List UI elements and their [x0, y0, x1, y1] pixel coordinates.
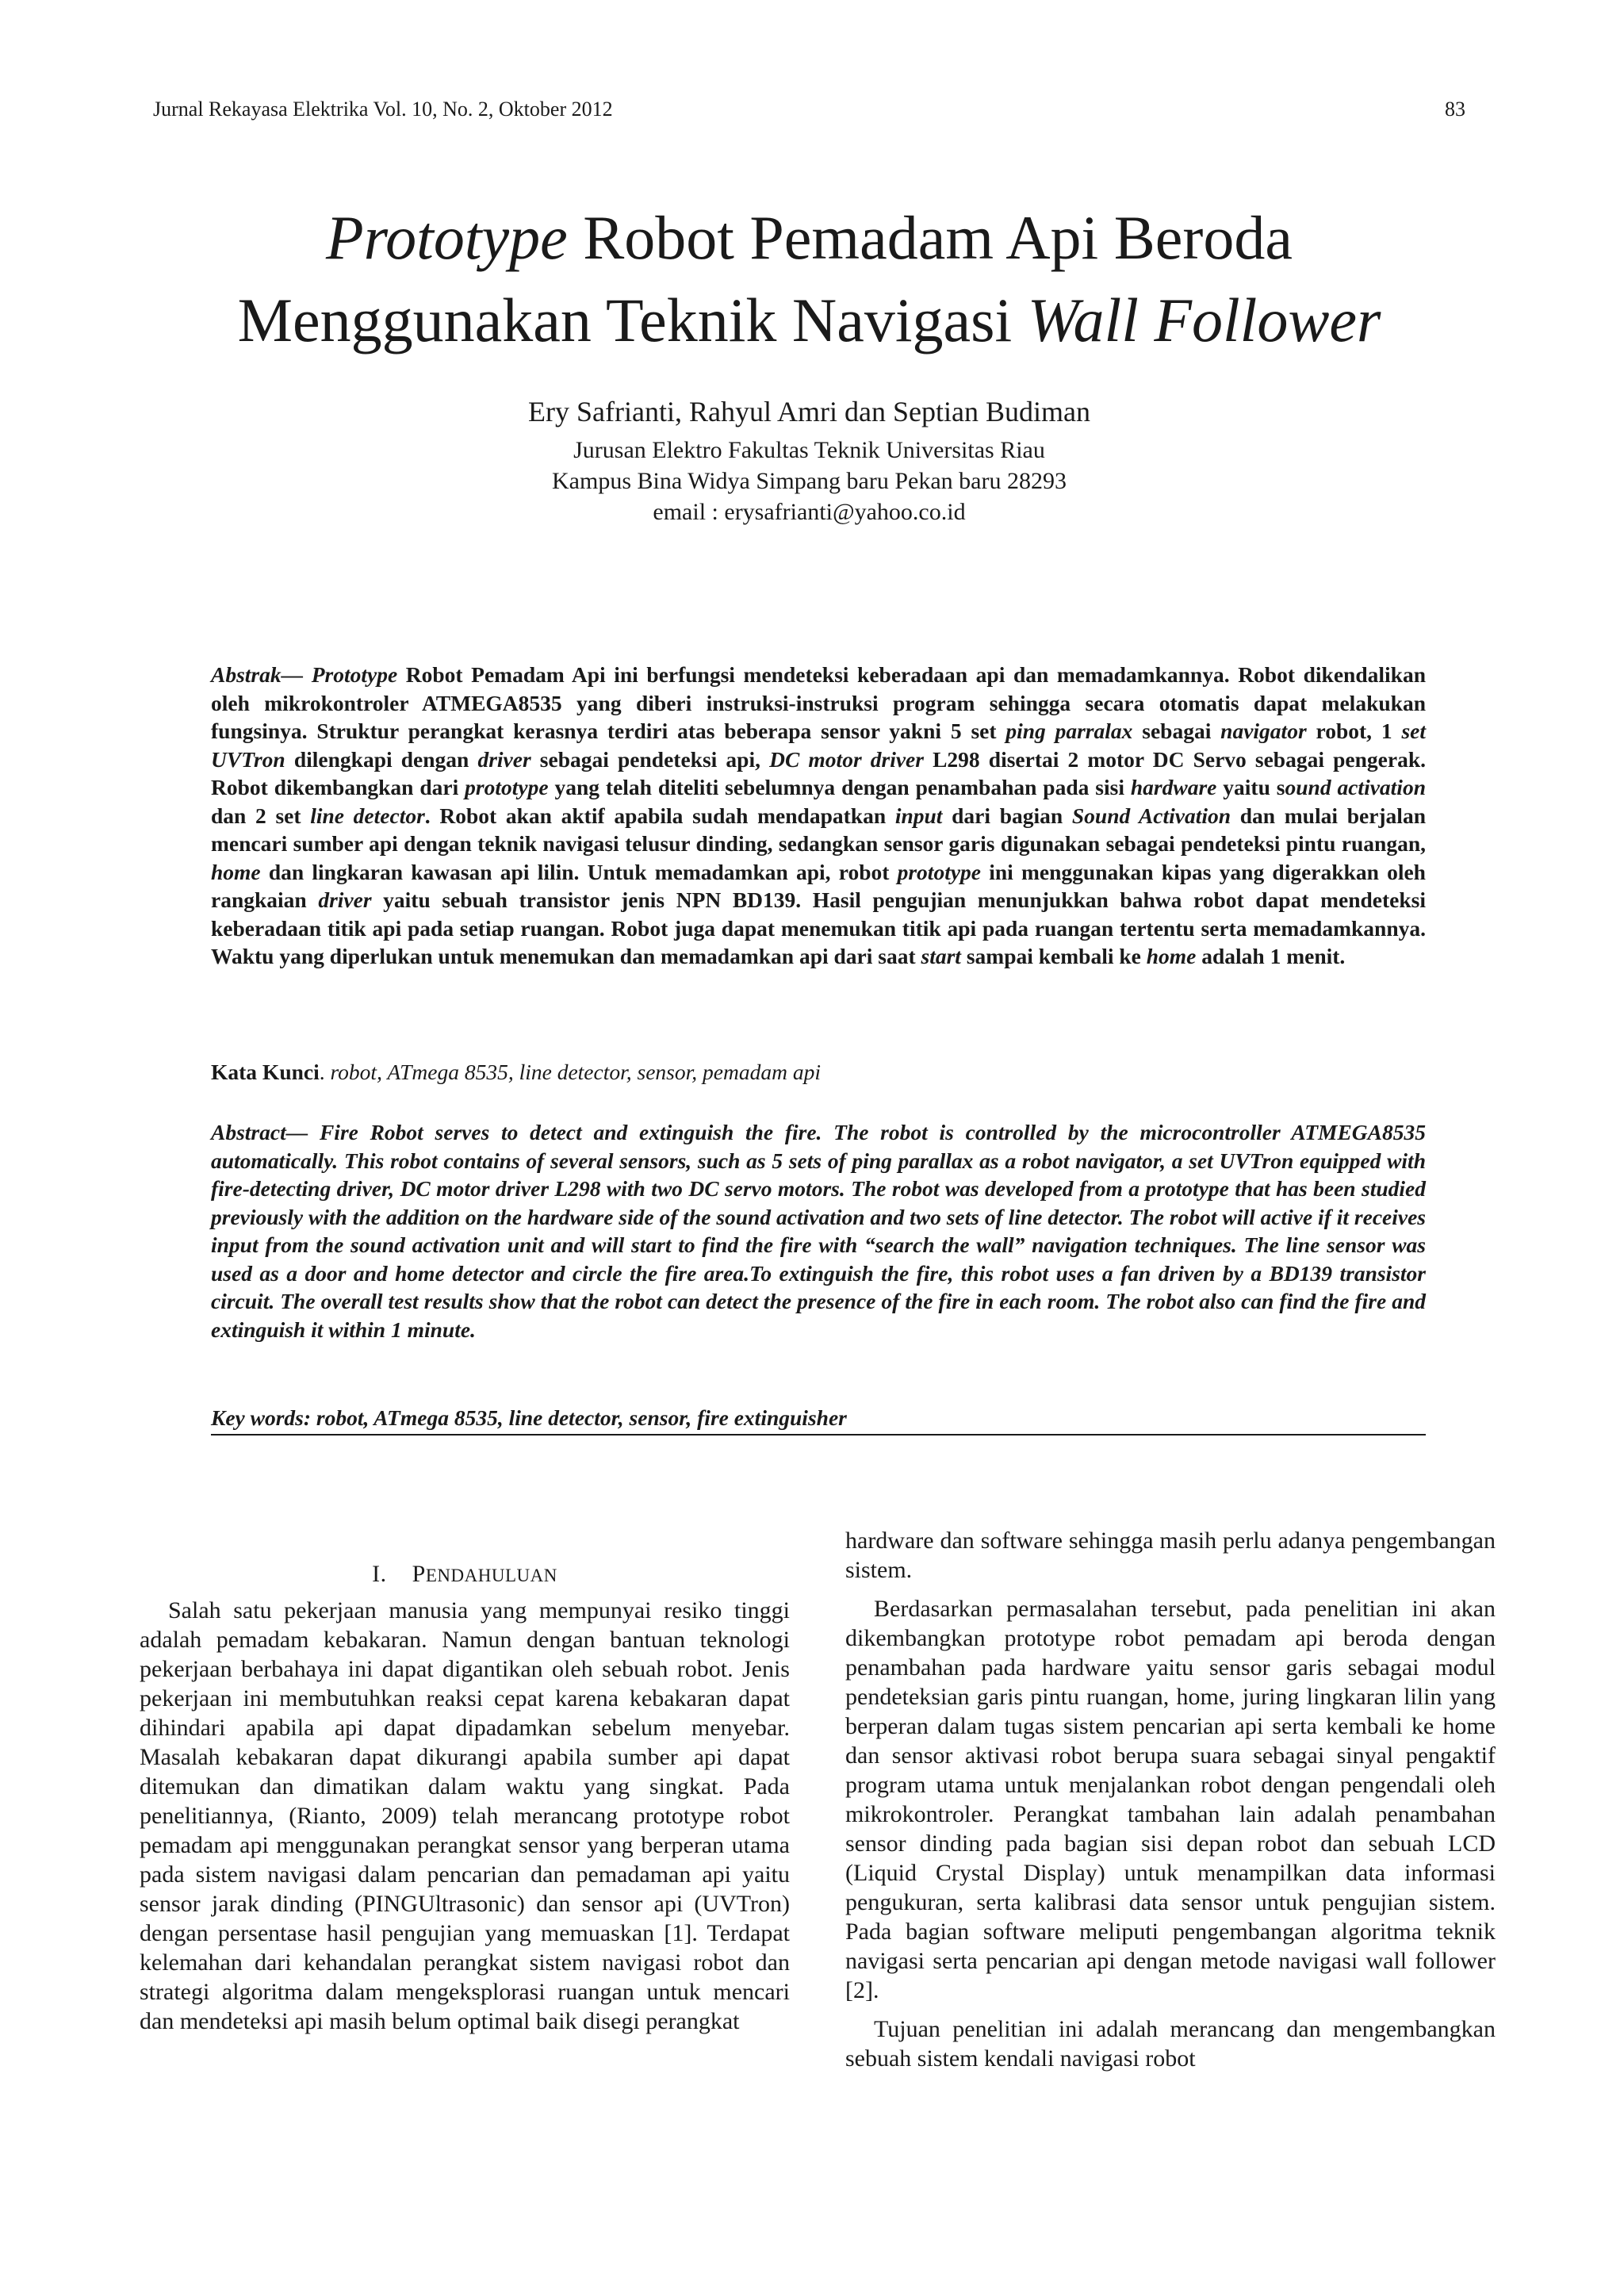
section-title-initial: P — [412, 1561, 426, 1587]
text-run: Prototype — [326, 203, 568, 272]
text-run: Kata Kunci — [211, 1060, 320, 1084]
text-run: home — [211, 859, 261, 884]
text-run: set UVTron — [211, 719, 1427, 772]
text-run: sebagai — [1132, 719, 1221, 743]
page-number: 83 — [1445, 98, 1465, 121]
text-run: dilengkapi dengan — [285, 746, 478, 772]
text-run: yang telah diteliti sebelumnya dengan penambahan pada sisi — [548, 775, 1131, 799]
text-run: Wall Follower — [1027, 286, 1381, 355]
text-run: line detector — [310, 803, 425, 828]
text-run: driver — [318, 887, 372, 912]
text-run: Abstrak— Prototype — [211, 662, 398, 687]
abstract-english — [211, 1118, 1426, 1343]
text-run: prototype — [465, 775, 549, 799]
text-run: ping parralax — [1005, 719, 1133, 743]
authors: Ery Safrianti, Rahyul Amri dan Septian Budiman — [528, 396, 1090, 427]
abstract-indonesian-text — [211, 661, 1426, 971]
text-run: robot, ATmega 8535, line detector, sensor, pemadam api — [330, 1060, 821, 1084]
text-run: . — [319, 1060, 331, 1084]
text-run: dari bagian — [942, 803, 1072, 828]
left-column — [140, 1559, 790, 2045]
journal-name: Jurnal Rekayasa Elektrika Vol. 10, No. 2, Oktober 2012 — [153, 98, 613, 121]
text-run: home — [1146, 944, 1197, 968]
text-run: sebagai pendeteksi api, — [530, 746, 770, 772]
intro-paragraph-continued: hardware dan software sehingga masih perlu adanya pengembangan sistem. — [845, 1527, 1496, 1583]
text-run: Robot Pemadam Api Beroda — [567, 203, 1293, 272]
text-run: ound activation — [1285, 775, 1426, 799]
right-column — [845, 1526, 1496, 2083]
text-run: yaitu sebuah transistor jenis NPN BD139. Hasil pengujian menunjukkan bahwa robot dapat mendeteksi keberadaan titik api pada setiap ruangan. Robot juga dapat menemukan titik api pada ruangan tertentu serta memadamkannya. Waktu yang diperlukan untuk menemukan dan memadamkan api dari saat — [211, 887, 1426, 968]
text-run: DC motor driver — [769, 746, 924, 772]
affiliation-dept: Jurusan Elektro Fakultas Teknik Universitas Riau — [573, 437, 1045, 463]
text-run: driver — [477, 746, 531, 772]
keywords-indonesian — [211, 1058, 1426, 1087]
title-line-1 — [153, 197, 1465, 279]
running-header — [153, 95, 1465, 124]
text-run: . Robot akan aktif apabila sudah mendapatkan — [424, 803, 895, 828]
text-run: L298 disertai 2 motor DC Servo sebagai pengerak. Robot dikembangkan dari — [211, 746, 1426, 799]
text-run: sampai kembali ke — [960, 944, 1147, 968]
text-run: adalah 1 menit. — [1196, 944, 1346, 968]
text-run: robot, 1 — [1306, 719, 1402, 743]
intro-paragraph-2: Berdasarkan permasalahan tersebut, pada penelitian ini akan dikembangkan prototype robot pemadam api beroda dengan penambahan pada hardware yaitu sensor garis sebagai modul pendeteksian garis pintu ruangan, home, juring lingkaran lilin yang berperan dalam tugas sistem pencarian api serta kembali ke home dan sensor aktivasi robot berupa suara sebagai sinyal pengaktif program utama untuk menjalankan robot dengan pengendali oleh mikrokontroler. Perangkat tambahan lain adalah penambahan sensor dinding pada bagian sisi depan robot dan sebuah LCD (Liquid Crystal Display) untuk menampilkan data informasi pengukuran, serta kalibrasi data sensor untuk pengujian sistem. Pada bagian software meliputi pengembangan algoritma teknik navigasi serta pencarian api dengan metode navigasi wall follower [2]. — [845, 1596, 1496, 2003]
text-run: dan mulai berjalan mencari sumber api dengan teknik navigasi telusur dinding, sedangkan sensor garis digunakan sebagai pendeteksi pintu ruangan, — [211, 803, 1426, 856]
text-run: hardware — [1130, 775, 1217, 799]
abstract-english-text: Abstract— Fire Robot serves to detect and extinguish the fire. The robot is controlled by the microcontroller ATMEGA8535 automatically. This robot contains of several sensors, such as 5 sets of ping parallax as a robot navigator, a set UVTron equipped with fire-detecting driver, DC motor driver L298 with two DC servo motors. The robot was developed from a prototype that has been studied previously with the addition on the hardware side of the sound activation and two sets of line detector. The robot will active if it receives input from the sound activation unit and will start to find the fire with “search the wall” navigation techniques. The line sensor was used as a door and home detector and circle the fire area.To extinguish the fire, this robot uses a fan driven by a BD139 transistor circuit. The overall test results show that the robot can detect the presence of the fire in each room. The robot also can find the fire and extinguish it within 1 minute. — [211, 1120, 1426, 1342]
text-run: dan lingkaran kawasan api lilin. Untuk memadamkan api, robot — [260, 859, 898, 884]
keywords-english: Key words: robot, ATmega 8535, line detector, sensor, fire extinguisher — [211, 1404, 1426, 1435]
text-run: navigator — [1220, 719, 1307, 743]
section-title-rest: ENDAHULUAN — [425, 1566, 557, 1585]
text-run: yaitu s — [1216, 775, 1285, 799]
text-run: dan 2 set — [211, 803, 311, 828]
abstract-indonesian — [211, 661, 1426, 971]
affiliation-campus: Kampus Bina Widya Simpang baru Pekan baru 28293 — [552, 468, 1067, 494]
affiliation-email: email : erysafrianti@yahoo.co.id — [653, 499, 966, 525]
text-run: Sound Activation — [1071, 803, 1231, 828]
intro-paragraph-3: Tujuan penelitian ini adalah merancang dan mengembangkan sebuah sistem kendali navigasi robot — [845, 2016, 1496, 2072]
text-run: ini menggunakan kipas yang digerakkan oleh rangkaian — [211, 859, 1426, 912]
affiliation — [153, 435, 1465, 527]
text-run: input — [894, 803, 943, 828]
section-heading — [140, 1559, 790, 1591]
intro-paragraph-1: Salah satu pekerjaan manusia yang mempunyai resiko tinggi adalah pemadam kebakaran. Namun dengan bantuan teknologi pekerjaan berbahaya ini dapat digantikan oleh sebuah robot. Jenis pekerjaan ini membutuhkan reaksi cepat karena kebakaran dapat dihindari apabila api dapat dipadamkan sebelum menyebar. Masalah kebakaran dapat dikurangi apabila sumber api dapat ditemukan dan dimatikan dalam waktu yang singkat. Pada penelitiannya, (Rianto, 2009) telah merancang prototype robot pemadam api menggunakan perangkat sensor yang berperan utama pada sistem navigasi dalam pencarian dan pemadaman api yaitu sensor jarak dinding (PINGUltrasonic) dan sensor api (UVTron) dengan persentase hasil pengujian yang memuaskan [1]. Terdapat kelemahan dari kehandalan perangkat sistem navigasi robot dan strategi algoritma dalam mengeksplorasi ruangan untuk mencari dan mendeteksi api masih belum optimal baik disegi perangkat — [140, 1597, 790, 2034]
text-run: prototype — [897, 859, 982, 884]
text-run: start — [921, 944, 961, 968]
text-run: Menggunakan Teknik Navigasi — [237, 286, 1028, 355]
text-run: Robot Pemadam Api ini berfungsi mendeteksi keberadaan api dan memadamkannya. Robot dikendalikan oleh mikrokontroler ATMEGA8535 yang diberi instruksi-instruksi program sehingga secara otomatis dapat melakukan fungsinya. Struktur perangkat kerasnya terdiri atas beberapa sensor yakni 5 set — [211, 662, 1426, 743]
paper-title — [153, 197, 1465, 362]
title-line-2 — [153, 279, 1465, 362]
section-number: I. — [372, 1561, 387, 1587]
